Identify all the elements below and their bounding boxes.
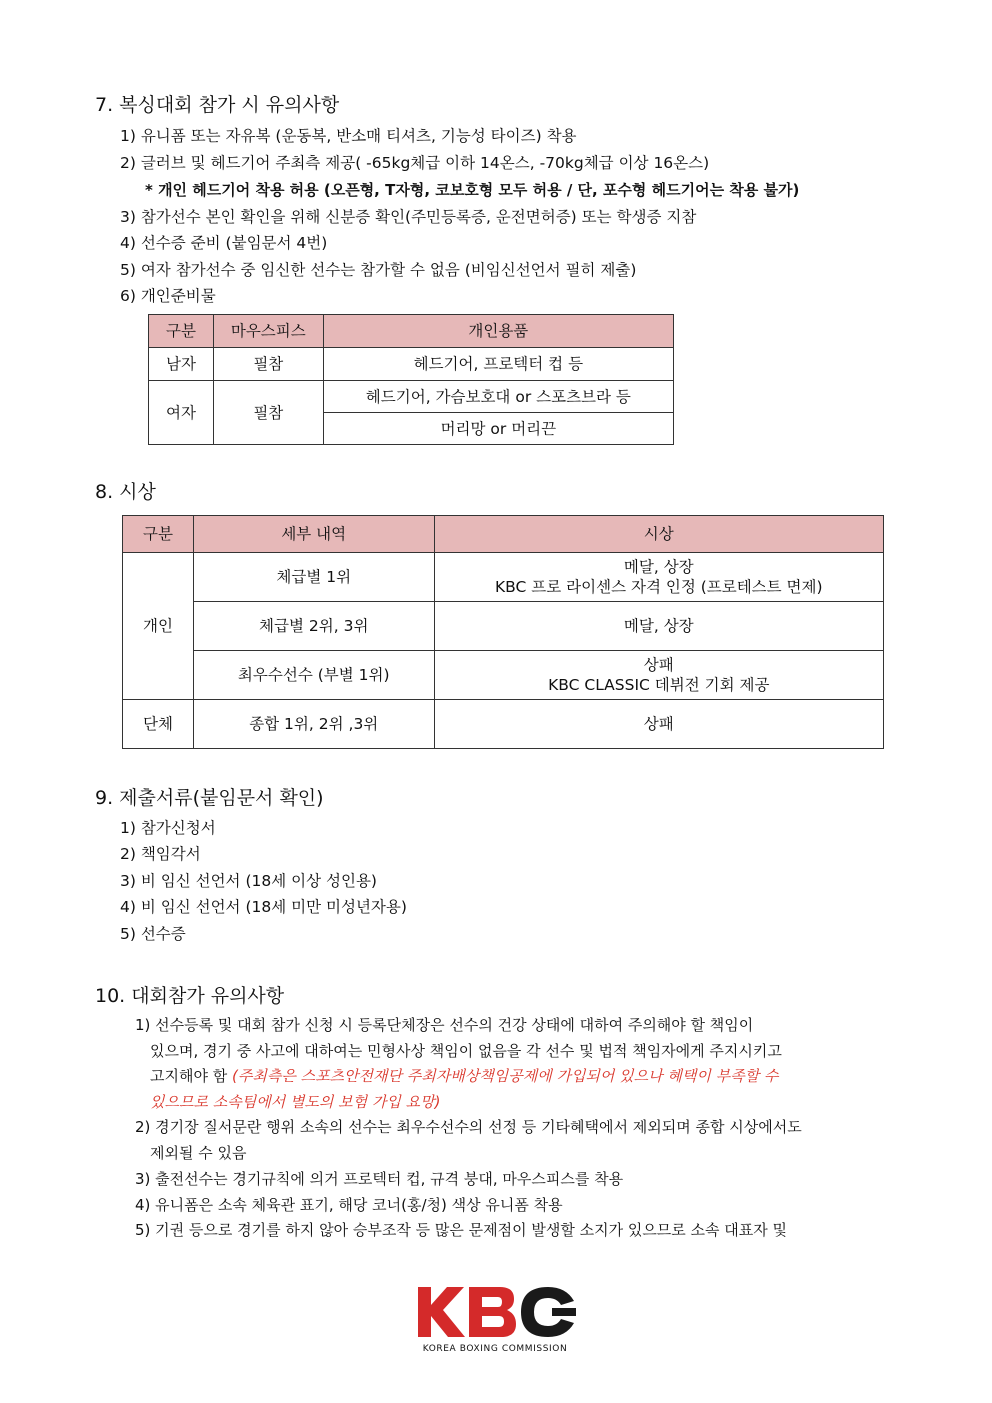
s7-item-6: 6) 개인준비물 <box>120 287 216 305</box>
s10-item-5: 5) 기권 등으로 경기를 하지 않아 승부조작 등 많은 문제점이 발생할 소지가 있으므로 소속 대표자 및 <box>135 1221 788 1239</box>
section-7-title: 7. 복싱대회 참가 시 유의사항 <box>95 94 340 116</box>
equipment-male-items: 헤드기어, 프로텍터 컵 등 <box>323 348 673 381</box>
equipment-female-label: 여자 <box>149 381 214 445</box>
equipment-male-label: 남자 <box>149 348 214 381</box>
awards-table <box>122 515 884 749</box>
awards-header-detail: 세부 내역 <box>193 516 434 553</box>
s9-item-4: 4) 비 임신 선언서 (18세 미만 미성년자용) <box>120 898 407 916</box>
equipment-header-mouthpiece: 마우스피스 <box>213 315 323 348</box>
awards-row-3-award-line-2: KBC CLASSIC 데뷔전 기회 제공 <box>548 676 770 694</box>
awards-team-label: 단체 <box>123 700 194 749</box>
s7-item-4: 4) 선수증 준비 (붙임문서 4번) <box>120 234 328 252</box>
s7-item-5: 5) 여자 참가선수 중 임신한 선수는 참가할 수 없음 (비임신선언서 필히 제출) <box>120 261 637 279</box>
s10-item-3: 3) 출전선수는 경기규칙에 의거 프로텍터 컵, 규격 붕대, 마우스피스를 착용 <box>135 1170 624 1188</box>
awards-row-1-award-line-1: 메달, 상장 <box>623 558 694 576</box>
s10-item-1-line-1: 1) 선수등록 및 대회 참가 신청 시 등록단체장은 선수의 건강 상태에 대하여 주의해야 할 책임이 <box>135 1016 754 1034</box>
logo-c-bar <box>552 1308 576 1316</box>
section-9-title: 9. 제출서류(붙임문서 확인) <box>95 787 324 809</box>
equipment-header-items: 개인용품 <box>323 315 673 348</box>
awards-header-category: 구분 <box>123 516 194 553</box>
awards-header-award: 시상 <box>434 516 883 553</box>
s10-item-1-line-2: 있으며, 경기 중 사고에 대하여는 민형사상 책임이 없음을 각 선수 및 법적 책임자에게 주지시키고 <box>150 1042 782 1060</box>
awards-row-1-award <box>434 553 883 602</box>
awards-row-3-award-line-1: 상패 <box>643 656 674 674</box>
equipment-table <box>148 314 674 445</box>
s9-item-1: 1) 참가신청서 <box>120 819 216 837</box>
insurance-note-line-1: (주최측은 스포츠안전재단 주최자배상책임공제에 가입되어 있으나 혜택이 부족할 수 <box>232 1067 779 1085</box>
s10-item-1-text: 고지해야 함 <box>150 1067 228 1085</box>
awards-row-2-award: 메달, 상장 <box>434 602 883 651</box>
equipment-female-items-2: 머리망 or 머리끈 <box>323 413 673 445</box>
s9-item-3: 3) 비 임신 선언서 (18세 이상 성인용) <box>120 872 377 890</box>
s7-item-2: 2) 글러브 및 헤드기어 주최측 제공( -65kg체급 이하 14온스, -70kg체급 이상 16온스) <box>120 154 710 172</box>
equipment-male-mouthpiece: 필참 <box>213 348 323 381</box>
s10-item-2-line-2: 제외될 수 있음 <box>150 1144 247 1162</box>
section-10-title: 10. 대회참가 유의사항 <box>95 985 285 1007</box>
awards-row-1-award-line-2: KBC 프로 라이센스 자격 인정 (프로테스트 면제) <box>495 578 823 596</box>
awards-team-award: 상패 <box>434 700 883 749</box>
section-8-title: 8. 시상 <box>95 481 156 503</box>
equipment-female-mouthpiece: 필참 <box>213 381 323 445</box>
equipment-header-category: 구분 <box>149 315 214 348</box>
logo-letter-k <box>418 1287 465 1337</box>
awards-row-3-award <box>434 651 883 700</box>
s7-headgear-note: * 개인 헤드기어 착용 허용 (오픈형, T자형, 코보호형 모두 허용 / 단, 포수형 헤드기어는 착용 불가) <box>145 181 800 199</box>
equipment-female-items-1: 헤드기어, 가슴보호대 or 스포츠브라 등 <box>323 381 673 413</box>
s10-item-4: 4) 유니폼은 소속 체육관 표기, 해당 코너(홍/청) 색상 유니폼 착용 <box>135 1196 563 1214</box>
awards-row-1-detail: 체급별 1위 <box>193 553 434 602</box>
awards-row-3-detail: 최우수선수 (부별 1위) <box>193 651 434 700</box>
s7-item-1: 1) 유니폼 또는 자유복 (운동복, 반소매 티셔츠, 기능성 타이즈) 착용 <box>120 127 577 145</box>
s10-item-2-line-1: 2) 경기장 질서문란 행위 소속의 선수는 최우수선수의 선정 등 기타혜택에서 제외되며 종합 시상에서도 <box>135 1118 802 1136</box>
logo-letter-b <box>469 1287 516 1337</box>
s9-item-5: 5) 선수증 <box>120 925 186 943</box>
logo-caption: KOREA BOXING COMMISSION <box>422 1344 568 1354</box>
insurance-note-line-2: 있으므로 소속팀에서 별도의 보험 가입 요망) <box>150 1093 441 1111</box>
awards-team-detail: 종합 1위, 2위 ,3위 <box>193 700 434 749</box>
s10-item-1-line-3 <box>150 1066 778 1086</box>
s7-item-3: 3) 참가선수 본인 확인을 위해 신분증 확인(주민등록증, 운전면허증) 또는 학생증 지참 <box>120 208 697 226</box>
s9-item-2: 2) 책임각서 <box>120 845 201 863</box>
awards-row-2-detail: 체급별 2위, 3위 <box>193 602 434 651</box>
awards-individual-label: 개인 <box>123 553 194 700</box>
